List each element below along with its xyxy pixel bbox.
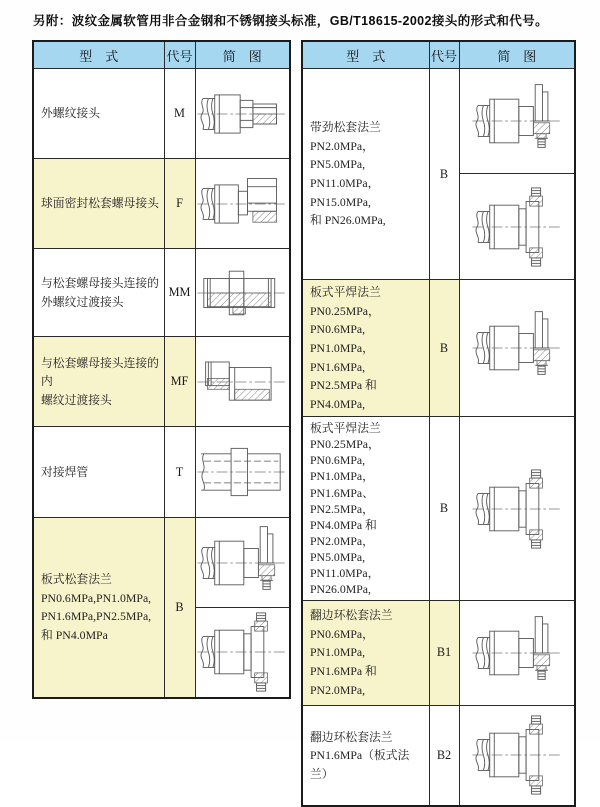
double-male-diagram	[196, 253, 290, 333]
page-title: 另附：波纹金属软管用非合金钢和不锈钢接头标准，GB/T18615-2002接头的形式和代号。	[33, 14, 548, 28]
swivel-nut-diagram	[196, 164, 290, 244]
type-line: 板式平焊法兰	[310, 285, 381, 299]
table-row	[33, 69, 290, 159]
type-line: 板式松套法兰	[41, 572, 112, 586]
table-row	[302, 69, 575, 174]
collar-flange-diagram	[196, 612, 290, 692]
column-header-diagram: 简 图	[459, 41, 575, 69]
code-cell: MF	[164, 337, 195, 427]
type-line: 对接焊管	[41, 464, 89, 479]
type-cell	[33, 159, 164, 249]
type-line: PN1.0MPa，PN1.6MPa,	[310, 340, 374, 374]
table-row	[302, 280, 575, 417]
type-line: 外螺纹接头	[41, 106, 100, 121]
code-cell: B2	[429, 705, 459, 806]
type-cell	[302, 600, 429, 705]
type-line: 板式平焊法兰	[310, 421, 381, 436]
table-row	[33, 427, 290, 518]
header-row	[302, 41, 575, 69]
diagram-cell	[195, 608, 290, 698]
type-line: PN2.0MPa，PN5.0MPa,	[310, 533, 374, 564]
table-row	[302, 705, 575, 806]
type-line: PN0.6MPa,PN1.0MPa,	[41, 590, 152, 605]
type-line: PN2.5MPa，PN4.0MPa 和	[310, 501, 377, 532]
diagram-cell	[195, 69, 290, 159]
column-header-code: 代号	[429, 41, 459, 69]
code-cell: B	[164, 518, 195, 698]
diagram-cell	[195, 518, 290, 608]
type-line: 球面密封松套螺母接头	[41, 196, 159, 211]
code-cell: MM	[164, 249, 195, 337]
type-line: PN1.6MPa 和 PN2.0MPa,	[310, 664, 377, 697]
type-line: PN11.0MPa，PN26.0MPa,	[310, 565, 380, 596]
type-line: PN1.6MPa（板式法兰）	[310, 748, 410, 781]
column-header-diagram: 简 图	[195, 41, 290, 69]
type-line: PN2.5MPa 和 PN4.0MPa,	[310, 378, 377, 411]
table-row	[302, 417, 575, 600]
type-line: PN0.25MPa，PN0.6MPa,	[310, 303, 380, 337]
type-line: PN2.0MPa，PN5.0MPa,	[310, 138, 374, 172]
diagram-cell	[459, 69, 575, 174]
type-line: 翻边环松套法兰	[310, 608, 393, 623]
diagram-cell	[459, 705, 575, 806]
type-line: PN1.6MPa,PN2.5MPa,	[41, 609, 152, 624]
diagram-cell	[459, 280, 575, 417]
type-line: 带劲松套法兰	[310, 120, 381, 135]
type-line: PN0.6MPa，PN1.0MPa,	[310, 626, 374, 660]
type-line: 螺纹过渡接头	[41, 392, 112, 407]
type-cell	[302, 417, 429, 600]
diagram-cell	[195, 249, 290, 337]
code-cell: T	[164, 427, 195, 518]
plate-flange-diagram	[460, 81, 575, 161]
type-cell	[33, 427, 164, 518]
code-cell: M	[164, 69, 195, 159]
type-cell	[33, 249, 164, 337]
column-header-type: 型 式	[33, 41, 164, 69]
collar-flange-diagram	[460, 715, 575, 795]
butt-weld-diagram	[196, 432, 290, 512]
male-female-diagram	[196, 342, 290, 422]
code-cell: F	[164, 159, 195, 249]
diagram-cell	[459, 600, 575, 705]
plate-flange-diagram	[460, 613, 575, 693]
table-row	[302, 600, 575, 705]
type-cell	[33, 337, 164, 427]
type-cell	[33, 69, 164, 159]
diagram-cell	[195, 427, 290, 518]
type-line: 翻边环松套法兰	[310, 729, 393, 744]
table-row	[33, 249, 290, 337]
type-cell	[302, 280, 429, 417]
type-cell	[33, 518, 164, 698]
plate-flange-diagram	[196, 523, 290, 603]
diagram-cell	[459, 174, 575, 280]
diagram-cell	[195, 337, 290, 427]
type-line: 和 PN4.0MPa	[41, 627, 108, 642]
table-row	[33, 518, 290, 608]
header-row	[33, 41, 290, 69]
diagram-cell	[459, 417, 575, 600]
code-cell: B	[429, 69, 459, 280]
male-thread-diagram	[196, 74, 290, 154]
fitting-tables	[32, 40, 576, 807]
fitting-table-right	[301, 40, 576, 807]
diagram-cell	[195, 159, 290, 249]
code-cell: B	[429, 280, 459, 417]
plate-flange-diagram	[460, 308, 575, 388]
type-line: 与松套螺母接头连接的内	[41, 355, 159, 389]
type-line: PN0.25MPa，PN0.6MPa,	[310, 437, 380, 468]
type-line: 与松套螺母接头连接的	[41, 275, 159, 290]
type-line: 和 PN26.0MPa,	[310, 213, 386, 228]
table-row	[33, 159, 290, 249]
column-header-type: 型 式	[302, 41, 429, 69]
table-row	[33, 337, 290, 427]
type-line: PN11.0MPa，PN15.0MPa,	[310, 176, 380, 209]
code-cell: B	[429, 417, 459, 600]
fitting-table-left	[32, 40, 291, 699]
type-cell	[302, 69, 429, 280]
type-line: 外螺纹过渡接头	[41, 294, 124, 309]
code-cell: B1	[429, 600, 459, 705]
column-header-code: 代号	[164, 41, 195, 69]
collar-flange-diagram	[460, 469, 575, 549]
collar-flange-diagram	[460, 187, 575, 267]
type-cell	[302, 705, 429, 806]
type-line: PN1.0MPa，PN1.6MPa、	[310, 469, 374, 500]
